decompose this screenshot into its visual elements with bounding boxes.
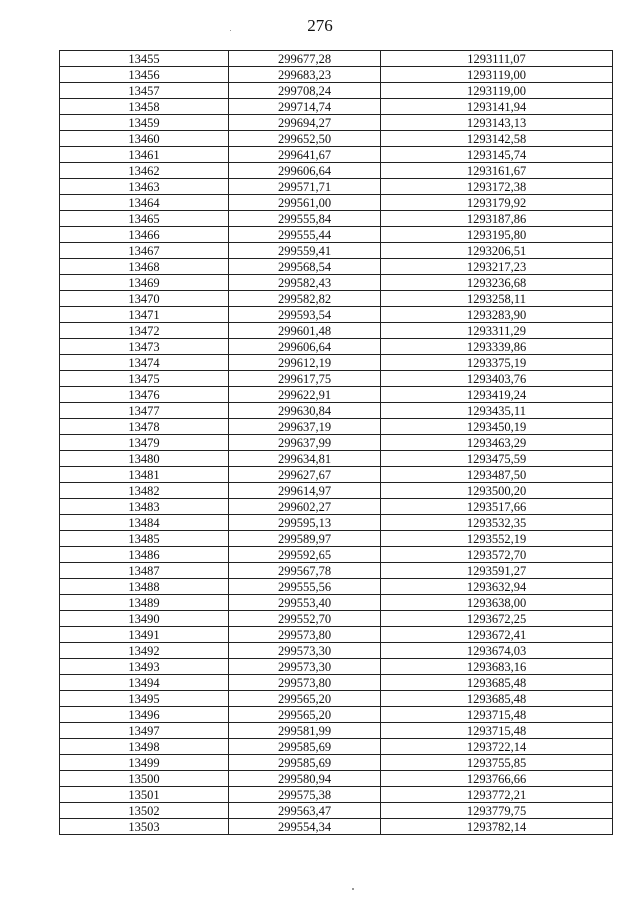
point-number-cell: 13461 [60, 147, 229, 163]
y-coordinate-cell: 1293672,25 [381, 611, 613, 627]
point-number-cell: 13475 [60, 371, 229, 387]
table-row [60, 659, 613, 675]
table-row [60, 355, 613, 371]
x-coordinate-cell: 299592,65 [229, 547, 381, 563]
y-coordinate-cell: 1293532,35 [381, 515, 613, 531]
x-coordinate-cell: 299568,54 [229, 259, 381, 275]
y-coordinate-cell: 1293375,19 [381, 355, 613, 371]
page-number: 276 [307, 16, 333, 35]
x-coordinate-cell: 299565,20 [229, 691, 381, 707]
x-coordinate-cell: 299575,38 [229, 787, 381, 803]
x-coordinate-cell: 299573,80 [229, 675, 381, 691]
table-row [60, 115, 613, 131]
table-row [60, 259, 613, 275]
y-coordinate-cell: 1293674,03 [381, 643, 613, 659]
point-number-cell: 13456 [60, 67, 229, 83]
point-number-cell: 13497 [60, 723, 229, 739]
y-coordinate-cell: 1293772,21 [381, 787, 613, 803]
y-coordinate-cell: 1293517,66 [381, 499, 613, 515]
x-coordinate-cell: 299622,91 [229, 387, 381, 403]
point-number-cell: 13489 [60, 595, 229, 611]
x-coordinate-cell: 299694,27 [229, 115, 381, 131]
y-coordinate-cell: 1293685,48 [381, 675, 613, 691]
y-coordinate-cell: 1293638,00 [381, 595, 613, 611]
y-coordinate-cell: 1293722,14 [381, 739, 613, 755]
point-number-cell: 13503 [60, 819, 229, 835]
point-number-cell: 13460 [60, 131, 229, 147]
table-row [60, 163, 613, 179]
y-coordinate-cell: 1293419,24 [381, 387, 613, 403]
point-number-cell: 13464 [60, 195, 229, 211]
point-number-cell: 13483 [60, 499, 229, 515]
x-coordinate-cell: 299585,69 [229, 755, 381, 771]
y-coordinate-cell: 1293766,66 [381, 771, 613, 787]
y-coordinate-cell: 1293111,07 [381, 51, 613, 67]
y-coordinate-cell: 1293143,13 [381, 115, 613, 131]
table-row [60, 499, 613, 515]
x-coordinate-cell: 299614,97 [229, 483, 381, 499]
point-number-cell: 13466 [60, 227, 229, 243]
y-coordinate-cell: 1293683,16 [381, 659, 613, 675]
table-row [60, 243, 613, 259]
y-coordinate-cell: 1293179,92 [381, 195, 613, 211]
point-number-cell: 13471 [60, 307, 229, 323]
point-number-cell: 13491 [60, 627, 229, 643]
table-row [60, 755, 613, 771]
point-number-cell: 13469 [60, 275, 229, 291]
x-coordinate-cell: 299555,84 [229, 211, 381, 227]
point-number-cell: 13470 [60, 291, 229, 307]
x-coordinate-cell: 299555,56 [229, 579, 381, 595]
coordinates-table [59, 50, 613, 835]
y-coordinate-cell: 1293685,48 [381, 691, 613, 707]
table-row [60, 563, 613, 579]
point-number-cell: 13484 [60, 515, 229, 531]
x-coordinate-cell: 299708,24 [229, 83, 381, 99]
y-coordinate-cell: 1293206,51 [381, 243, 613, 259]
point-number-cell: 13463 [60, 179, 229, 195]
point-number-cell: 13485 [60, 531, 229, 547]
y-coordinate-cell: 1293172,38 [381, 179, 613, 195]
point-number-cell: 13502 [60, 803, 229, 819]
x-coordinate-cell: 299571,71 [229, 179, 381, 195]
table-row [60, 67, 613, 83]
point-number-cell: 13492 [60, 643, 229, 659]
point-number-cell: 13494 [60, 675, 229, 691]
x-coordinate-cell: 299606,64 [229, 163, 381, 179]
table-row [60, 819, 613, 835]
x-coordinate-cell: 299582,43 [229, 275, 381, 291]
table-row [60, 547, 613, 563]
x-coordinate-cell: 299641,67 [229, 147, 381, 163]
point-number-cell: 13472 [60, 323, 229, 339]
x-coordinate-cell: 299552,70 [229, 611, 381, 627]
table-row [60, 787, 613, 803]
y-coordinate-cell: 1293782,14 [381, 819, 613, 835]
x-coordinate-cell: 299573,80 [229, 627, 381, 643]
x-coordinate-cell: 299617,75 [229, 371, 381, 387]
table-row [60, 627, 613, 643]
table-row [60, 707, 613, 723]
x-coordinate-cell: 299582,82 [229, 291, 381, 307]
table-row [60, 595, 613, 611]
x-coordinate-cell: 299714,74 [229, 99, 381, 115]
y-coordinate-cell: 1293450,19 [381, 419, 613, 435]
point-number-cell: 13462 [60, 163, 229, 179]
point-number-cell: 13499 [60, 755, 229, 771]
x-coordinate-cell: 299595,13 [229, 515, 381, 531]
table-row [60, 387, 613, 403]
point-number-cell: 13490 [60, 611, 229, 627]
y-coordinate-cell: 1293161,67 [381, 163, 613, 179]
y-coordinate-cell: 1293119,00 [381, 83, 613, 99]
x-coordinate-cell: 299634,81 [229, 451, 381, 467]
table-row [60, 515, 613, 531]
x-coordinate-cell: 299561,00 [229, 195, 381, 211]
point-number-cell: 13482 [60, 483, 229, 499]
point-number-cell: 13480 [60, 451, 229, 467]
table-row [60, 83, 613, 99]
table-row [60, 643, 613, 659]
table-row [60, 227, 613, 243]
table-row [60, 691, 613, 707]
point-number-cell: 13496 [60, 707, 229, 723]
table-row [60, 307, 613, 323]
y-coordinate-cell: 1293435,11 [381, 403, 613, 419]
point-number-cell: 13479 [60, 435, 229, 451]
y-coordinate-cell: 1293142,58 [381, 131, 613, 147]
table-row [60, 419, 613, 435]
point-number-cell: 13455 [60, 51, 229, 67]
x-coordinate-cell: 299637,99 [229, 435, 381, 451]
x-coordinate-cell: 299555,44 [229, 227, 381, 243]
y-coordinate-cell: 1293591,27 [381, 563, 613, 579]
table-row [60, 803, 613, 819]
table-row [60, 467, 613, 483]
point-number-cell: 13476 [60, 387, 229, 403]
y-coordinate-cell: 1293500,20 [381, 483, 613, 499]
y-coordinate-cell: 1293145,74 [381, 147, 613, 163]
x-coordinate-cell: 299565,20 [229, 707, 381, 723]
x-coordinate-cell: 299559,41 [229, 243, 381, 259]
y-coordinate-cell: 1293403,76 [381, 371, 613, 387]
y-coordinate-cell: 1293195,80 [381, 227, 613, 243]
x-coordinate-cell: 299612,19 [229, 355, 381, 371]
y-coordinate-cell: 1293463,29 [381, 435, 613, 451]
y-coordinate-cell: 1293187,86 [381, 211, 613, 227]
x-coordinate-cell: 299573,30 [229, 659, 381, 675]
y-coordinate-cell: 1293475,59 [381, 451, 613, 467]
x-coordinate-cell: 299630,84 [229, 403, 381, 419]
table-row [60, 771, 613, 787]
y-coordinate-cell: 1293141,94 [381, 99, 613, 115]
table-row [60, 579, 613, 595]
y-coordinate-cell: 1293217,23 [381, 259, 613, 275]
scan-speck [230, 30, 231, 31]
y-coordinate-cell: 1293715,48 [381, 723, 613, 739]
point-number-cell: 13465 [60, 211, 229, 227]
x-coordinate-cell: 299553,40 [229, 595, 381, 611]
table-row [60, 179, 613, 195]
table-row [60, 435, 613, 451]
table-row [60, 339, 613, 355]
point-number-cell: 13481 [60, 467, 229, 483]
point-number-cell: 13468 [60, 259, 229, 275]
y-coordinate-cell: 1293236,68 [381, 275, 613, 291]
y-coordinate-cell: 1293715,48 [381, 707, 613, 723]
x-coordinate-cell: 299554,34 [229, 819, 381, 835]
table-row [60, 675, 613, 691]
y-coordinate-cell: 1293311,29 [381, 323, 613, 339]
table-row [60, 531, 613, 547]
table-row [60, 371, 613, 387]
x-coordinate-cell: 299581,99 [229, 723, 381, 739]
x-coordinate-cell: 299602,27 [229, 499, 381, 515]
table-row [60, 451, 613, 467]
point-number-cell: 13478 [60, 419, 229, 435]
x-coordinate-cell: 299573,30 [229, 643, 381, 659]
point-number-cell: 13467 [60, 243, 229, 259]
table-row [60, 403, 613, 419]
x-coordinate-cell: 299589,97 [229, 531, 381, 547]
y-coordinate-cell: 1293552,19 [381, 531, 613, 547]
y-coordinate-cell: 1293779,75 [381, 803, 613, 819]
point-number-cell: 13495 [60, 691, 229, 707]
table-row [60, 323, 613, 339]
table-row [60, 483, 613, 499]
x-coordinate-cell: 299637,19 [229, 419, 381, 435]
point-number-cell: 13500 [60, 771, 229, 787]
x-coordinate-cell: 299601,48 [229, 323, 381, 339]
point-number-cell: 13459 [60, 115, 229, 131]
table-row [60, 739, 613, 755]
coordinates-table-body [60, 51, 613, 835]
point-number-cell: 13477 [60, 403, 229, 419]
x-coordinate-cell: 299567,78 [229, 563, 381, 579]
point-number-cell: 13474 [60, 355, 229, 371]
x-coordinate-cell: 299585,69 [229, 739, 381, 755]
point-number-cell: 13501 [60, 787, 229, 803]
y-coordinate-cell: 1293572,70 [381, 547, 613, 563]
table-row [60, 723, 613, 739]
y-coordinate-cell: 1293283,90 [381, 307, 613, 323]
y-coordinate-cell: 1293755,85 [381, 755, 613, 771]
table-row [60, 131, 613, 147]
point-number-cell: 13457 [60, 83, 229, 99]
x-coordinate-cell: 299563,47 [229, 803, 381, 819]
point-number-cell: 13498 [60, 739, 229, 755]
point-number-cell: 13487 [60, 563, 229, 579]
table-row [60, 611, 613, 627]
y-coordinate-cell: 1293487,50 [381, 467, 613, 483]
y-coordinate-cell: 1293119,00 [381, 67, 613, 83]
table-row [60, 275, 613, 291]
table-row [60, 291, 613, 307]
x-coordinate-cell: 299580,94 [229, 771, 381, 787]
x-coordinate-cell: 299677,28 [229, 51, 381, 67]
x-coordinate-cell: 299652,50 [229, 131, 381, 147]
x-coordinate-cell: 299606,64 [229, 339, 381, 355]
point-number-cell: 13458 [60, 99, 229, 115]
y-coordinate-cell: 1293672,41 [381, 627, 613, 643]
x-coordinate-cell: 299683,23 [229, 67, 381, 83]
x-coordinate-cell: 299593,54 [229, 307, 381, 323]
point-number-cell: 13473 [60, 339, 229, 355]
table-row [60, 211, 613, 227]
table-row [60, 51, 613, 67]
table-row [60, 195, 613, 211]
table-row [60, 99, 613, 115]
y-coordinate-cell: 1293632,94 [381, 579, 613, 595]
y-coordinate-cell: 1293339,86 [381, 339, 613, 355]
table-row [60, 147, 613, 163]
x-coordinate-cell: 299627,67 [229, 467, 381, 483]
point-number-cell: 13493 [60, 659, 229, 675]
scan-speck [352, 888, 354, 890]
point-number-cell: 13488 [60, 579, 229, 595]
point-number-cell: 13486 [60, 547, 229, 563]
y-coordinate-cell: 1293258,11 [381, 291, 613, 307]
